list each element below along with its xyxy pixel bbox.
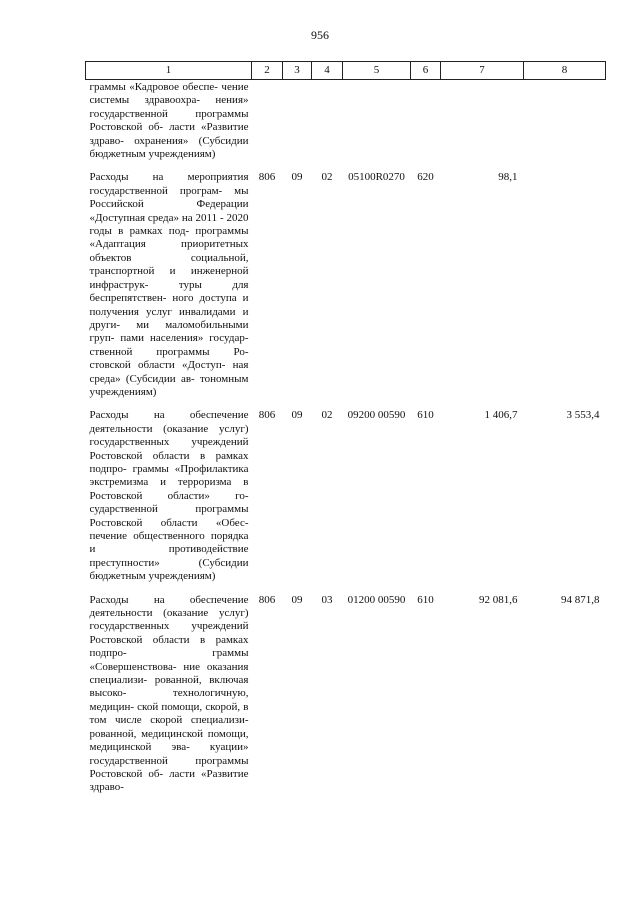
- expense-type-code: [411, 80, 441, 172]
- page-number: 956: [311, 28, 329, 42]
- amount-year1: [441, 80, 524, 172]
- row-description: Расходы на обеспечение деятельности (оказание услуг) государственных учреждений Ростовской области в рамках подпро- граммы «Совершенствова- ние оказания специализи- рованной, включая высоко- технологичную, медицин- ской помощи, скорой, в том числе скорой специализи- рованной, медицинской помощи, медицинской эва- куации» государственной программы Ростовской об- ласти «Развитие здраво-: [89, 593, 249, 794]
- row-description: Расходы на обеспечение деятельности (оказание услуг) государственных учреждений Ростовской области в рамках подпро- граммы «Профилактика экстремизма и терроризма в Ростовской области» го- сударственной программы Ростовской области «Обес- печение общественного порядка и противодействие преступности» (Субсидии бюджетным учреждениям): [89, 409, 249, 583]
- column-header: 8: [524, 62, 606, 80]
- amount-year1: 1 406,7: [484, 409, 518, 422]
- column-header: 7: [441, 62, 524, 80]
- ministry-code: 806: [258, 171, 276, 184]
- table-row: [86, 171, 606, 409]
- column-header: 6: [411, 62, 441, 80]
- target-article-code: 09200 00590: [347, 409, 406, 422]
- subsection-code: [312, 80, 343, 172]
- ministry-code: 806: [258, 409, 276, 422]
- table-row: [86, 409, 606, 593]
- ministry-code: 806: [258, 593, 276, 606]
- section-code: 09: [291, 593, 303, 606]
- table-row: [86, 594, 606, 795]
- ministry-code: [252, 80, 283, 172]
- expense-type-code: 610: [417, 593, 434, 606]
- section-code: 09: [291, 409, 303, 422]
- target-article-code: 05100R0270: [348, 171, 405, 184]
- section-code: [283, 80, 312, 172]
- subsection-code: 02: [321, 409, 333, 422]
- column-header: 1: [86, 62, 252, 80]
- expense-type-code: 620: [417, 171, 434, 184]
- subsection-code: 03: [321, 593, 333, 606]
- row-description: Расходы на мероприятия государственной програм- мы Российской Федерации «Доступная среда» на 2011 - 2020 годы в рамках под- программы «Адаптация приоритетных объектов социальной, транспортной и инженерной инфраструк- туры для беспрепятствен- ного доступа и получения услуг инвалидами и други- ми маломобильными груп- пами населения» государ- ственной программы Ро- стовской области «Доступ- ная среда» (Субсидии ав- тономным учреждениям): [89, 171, 249, 398]
- amount-year2: 3 553,4: [566, 409, 600, 422]
- budget-table: [85, 61, 606, 795]
- target-article-code: [343, 80, 411, 172]
- column-header: 2: [252, 62, 283, 80]
- section-code: 09: [291, 171, 303, 184]
- subsection-code: 02: [321, 171, 333, 184]
- expense-type-code: 610: [417, 409, 434, 422]
- row-description: граммы «Кадровое обеспе- чение системы здравоохра- нения» государственной программы Ростовской об- ласти «Развитие здраво- охранения» (Субсидии бюджетным учреждениям): [89, 81, 249, 161]
- column-header: 3: [283, 62, 312, 80]
- amount-year2: 94 871,8: [561, 593, 600, 606]
- amount-year2: [524, 80, 606, 172]
- column-header: 5: [343, 62, 411, 80]
- target-article-code: 01200 00590: [347, 593, 406, 606]
- table-row: [86, 80, 606, 172]
- column-header: 4: [312, 62, 343, 80]
- table-header-row: [86, 62, 606, 80]
- amount-year1: 98,1: [498, 171, 518, 184]
- amount-year2: [524, 171, 606, 409]
- amount-year1: 92 081,6: [479, 593, 518, 606]
